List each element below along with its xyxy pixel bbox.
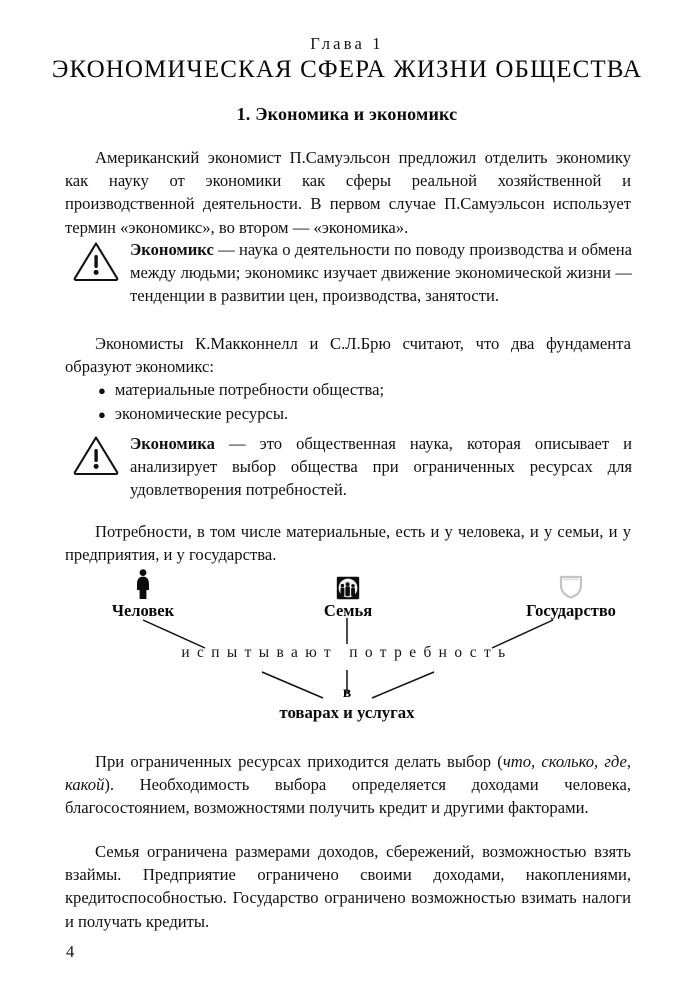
callout-term: Экономика <box>130 434 215 453</box>
diagram-node-label: Государство <box>526 601 616 620</box>
needs-diagram <box>0 560 694 735</box>
bullet-marker-icon: ● <box>98 383 106 398</box>
chapter-number-line: Глава 1 <box>310 34 384 53</box>
list-item-label: экономические ресурсы. <box>114 404 289 424</box>
callout-text <box>130 238 632 308</box>
bullet-marker-icon: ● <box>98 407 106 423</box>
diagram-bottom-phrase: товарах и услугах <box>279 703 415 722</box>
chapter-title: ЭКОНОМИЧЕСКАЯ СФЕРА ЖИЗНИ ОБЩЕСТВА <box>51 56 643 83</box>
paragraph-choice-part2: ). Необходимость выбора определяется доходами человека, благосостоянием, возможностями получить кредит и другими факторами. <box>65 775 631 818</box>
callout-economy-definition <box>72 432 632 502</box>
diagram-node-state <box>500 566 642 621</box>
paragraph-needs-intro: Потребности, в том числе материальные, есть и у человека, и у семьи, и у предприятия, и у государства. <box>65 522 631 565</box>
callout-body: — наука о деятельности по поводу производства и обмена между людьми; экономикс изучает движение экономической жизни — тенденции в развитии цен, производства, занятости. <box>130 240 632 306</box>
paragraph-choice <box>65 750 631 820</box>
page-number: 4 <box>66 942 75 961</box>
callout-body: — это общественная наука, которая описывает и анализирует выбор общества при ограниченных ресурсах для удовлетворения потребностей. <box>130 434 632 500</box>
list-item <box>98 378 618 402</box>
callout-text <box>130 432 632 502</box>
shield-crest-icon <box>500 566 642 600</box>
list-item-label: материальные потребности общества; <box>114 380 385 399</box>
bullet-list <box>98 378 618 427</box>
list-item <box>98 402 618 426</box>
warning-triangle-icon <box>72 238 130 282</box>
paragraph-limits: Семья ограничена размерами доходов, сбережений, возможностью взять взаймы. Предприятие ограничено своими доходами, накоплениями, кредитоспособностью. Государство ограничено возможностью взимать налоги и получать кредиты. <box>65 842 631 931</box>
warning-triangle-icon <box>72 432 130 476</box>
paragraph-choice-part1: При ограниченных ресурсах приходится делать выбор ( <box>95 752 503 771</box>
diagram-node-label: Семья <box>323 601 373 620</box>
diagram-middle-phrase: испытывают потребность <box>181 644 513 661</box>
section-title: 1. Экономика и экономикс <box>236 104 458 124</box>
paragraph-mcconnell: Экономисты К.Макконнелл и С.Л.Брю считают, что два фундамента образуют экономикс: <box>65 334 631 377</box>
diagram-node-label: Человек <box>111 601 175 620</box>
diagram-node-person <box>72 566 214 621</box>
person-icon <box>72 566 214 600</box>
diagram-node-family <box>277 566 419 621</box>
paragraph-choice-italic: что, сколько, где, какой <box>65 752 632 795</box>
family-group-icon <box>277 566 419 600</box>
paragraph-intro: Американский экономист П.Самуэльсон предложил отделить экономику как науку от экономики как сферы реальной хозяйственной и производственной деятельности. В первом случае П.Самуэльсон использует термин «экономикс», во втором — «экономика». <box>65 148 631 237</box>
diagram-connector-word: в <box>342 684 352 701</box>
callout-term: Экономикс <box>130 240 214 259</box>
callout-economics-definition <box>72 238 632 308</box>
